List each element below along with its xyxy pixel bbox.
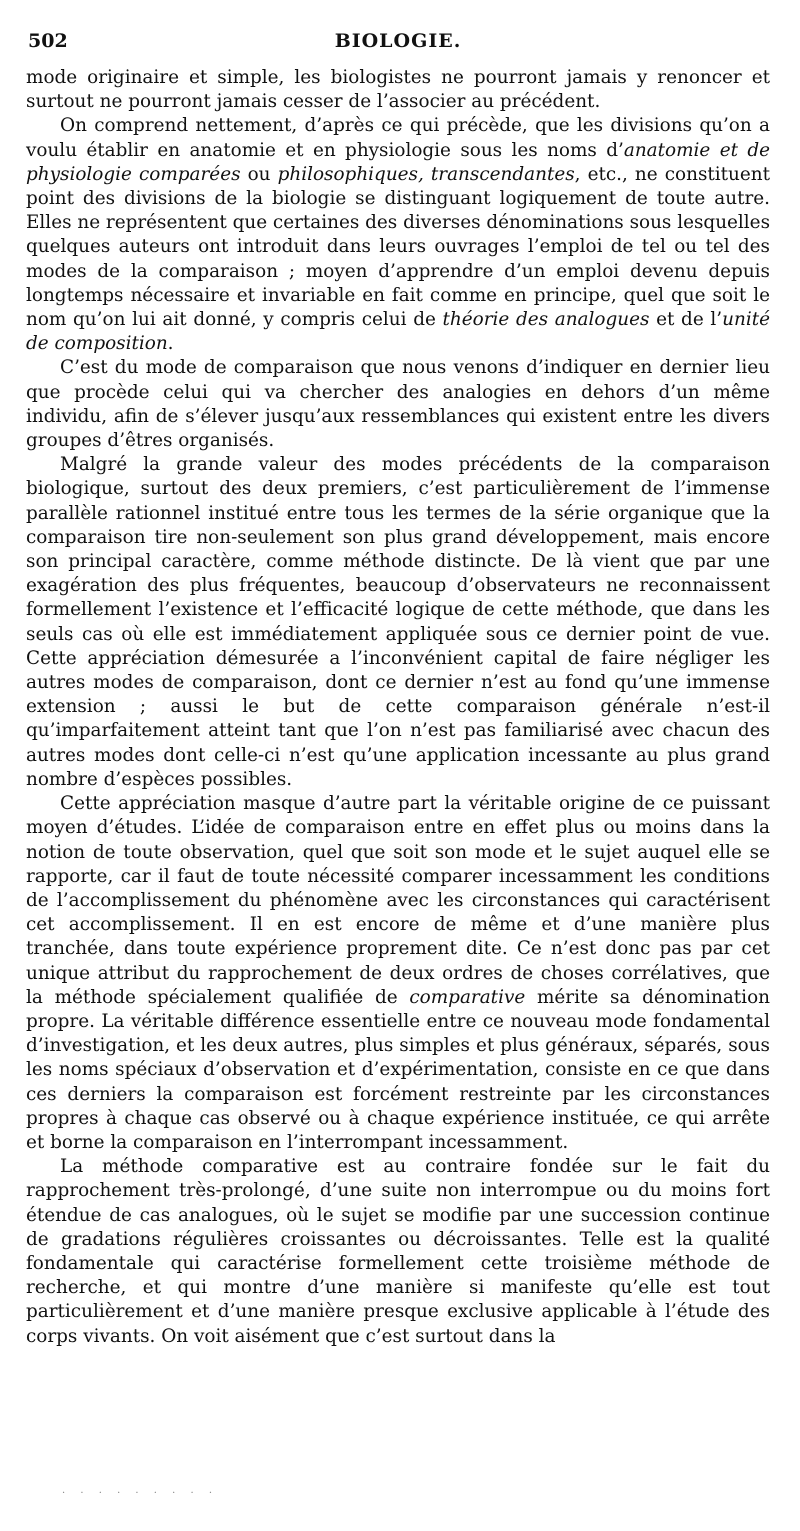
italic-term: anatomie et de physiologie comparées xyxy=(26,139,771,185)
text-run: et de l’ xyxy=(649,309,723,331)
paragraph xyxy=(26,114,770,356)
paragraph xyxy=(26,66,770,114)
paragraph xyxy=(26,356,770,453)
paragraph xyxy=(26,453,770,792)
page-number: 502 xyxy=(28,30,68,52)
italic-term: théorie des analogues xyxy=(442,309,650,331)
text-run: Cette appréciation masque d’autre part la véritable origine de ce puissant moyen d’études. L’idée de comparaison entre en effet plus ou moins dans la notion de toute observation, quel que soit son mode et le sujet auquel elle se rapporte, car il faut de toute nécessité comparer incessamment les conditions de l’accomplissement du phénomène avec les circonstances qui caractérisent cet accomplissement. Il en est encore de même et d’une manière plus tranchée, dans toute expérience proprement dite. Ce n’est donc pas par cet unique attribut du rapprochement de deux ordres de choses corrélatives, que la méthode spécialement qualifiée de xyxy=(26,793,770,1008)
paragraph xyxy=(26,1155,770,1349)
page-header xyxy=(26,26,770,66)
text-run: On comprend nettement, d’après ce qui précède, que les divisions qu’on a voulu établir en anatomie et en physiologie sous les noms d’ xyxy=(26,115,770,161)
paragraph xyxy=(26,792,770,1155)
text-run: . xyxy=(167,333,174,355)
footer-specks: · · · · · · · · · xyxy=(62,1488,219,1499)
italic-term: comparative xyxy=(409,986,526,1008)
text-run: La méthode comparative est au contraire fondée sur le fait du rapprochement très-prolongé, d’une suite non interrompue ou du moins fort étendue de cas analogues, où le sujet se modifie par une succession continue de gradations régulières croissantes ou décroissantes. Telle est la qualité fondamentale qui caractérise formellement cette troisième méthode de recherche, et qui montre d’une manière si manifeste qu’elle est tout particulièrement et d’une manière presque exclusive applicable à l’étude des corps vivants. On voit aisément que c’est surtout dans la xyxy=(26,1156,770,1347)
text-run: ou xyxy=(240,163,278,185)
text-run: mérite sa dénomination propre. La véritable différence essentielle entre ce nouveau mode fondamental d’investigation, et les deux autres, plus simples et plus généraux, séparés, sous les noms spéciaux d’observation et d’expérimentation, consiste en ce que dans ces derniers la comparaison est forcément restreinte par les circonstances propres à chaque cas observé ou à chaque expérience instituée, ce qui arrête et borne la comparaison en l’interrompant incessamment. xyxy=(26,986,770,1153)
italic-term: philosophiques, transcendantes xyxy=(277,163,575,185)
italic-term: unité de composition xyxy=(26,309,770,355)
text-run: Malgré la grande valeur des modes précédents de la comparaison biologique, surtout des deux premiers, c’est particulièrement de l’immense parallèle rationnel institué entre tous les termes de la série organique que la comparaison tire non-seulement son plus grand développement, mais encore son principal caractère, comme méthode distincte. De là vient que par une exagération des plus fréquentes, beaucoup d’observateurs ne reconnaissent formellement l’existence et l’efficacité logique de cette méthode, que dans les seuls cas où elle est immédiatement appliquée sous ce dernier point de vue. Cette appréciation démesurée a l’inconvénient capital de faire négliger les autres modes de comparaison, dont ce dernier n’est au fond qu’une immense extension ; aussi le but de cette comparaison générale n’est-il qu’imparfaitement atteint tant que l’on n’est pas familiarisé avec chacun des autres modes dont celle-ci n’est qu’une application incessante au plus grand nombre d’espèces possibles. xyxy=(26,454,770,790)
running-title: BIOLOGIE. xyxy=(334,30,462,52)
body-text xyxy=(26,66,770,1349)
text-run: C’est du mode de comparaison que nous venons d’indiquer en dernier lieu que procède celui qui va chercher des analogies en dehors d’un même individu, afin de s’élever jusqu’aux ressemblances qui existent entre les divers groupes d’êtres organisés. xyxy=(26,357,770,452)
text-run: mode originaire et simple, les biologistes ne pourront jamais y renoncer et surtout ne pourront jamais cesser de l’associer au précédent. xyxy=(26,67,770,113)
text-run: , etc., ne constituent point des divisions de la biologie se distinguant logiquement de toute autre. Elles ne représentent que certaines des diverses dénominations sous lesquelles quelques auteurs ont introduit dans leurs ouvrages l’emploi de tel ou tel des modes de la comparaison ; moyen d’apprendre d’un emploi devenu depuis longtemps nécessaire et invariable en fait comme en principe, quel que soit le nom qu’on lui ait donné, y compris celui de xyxy=(26,163,771,331)
